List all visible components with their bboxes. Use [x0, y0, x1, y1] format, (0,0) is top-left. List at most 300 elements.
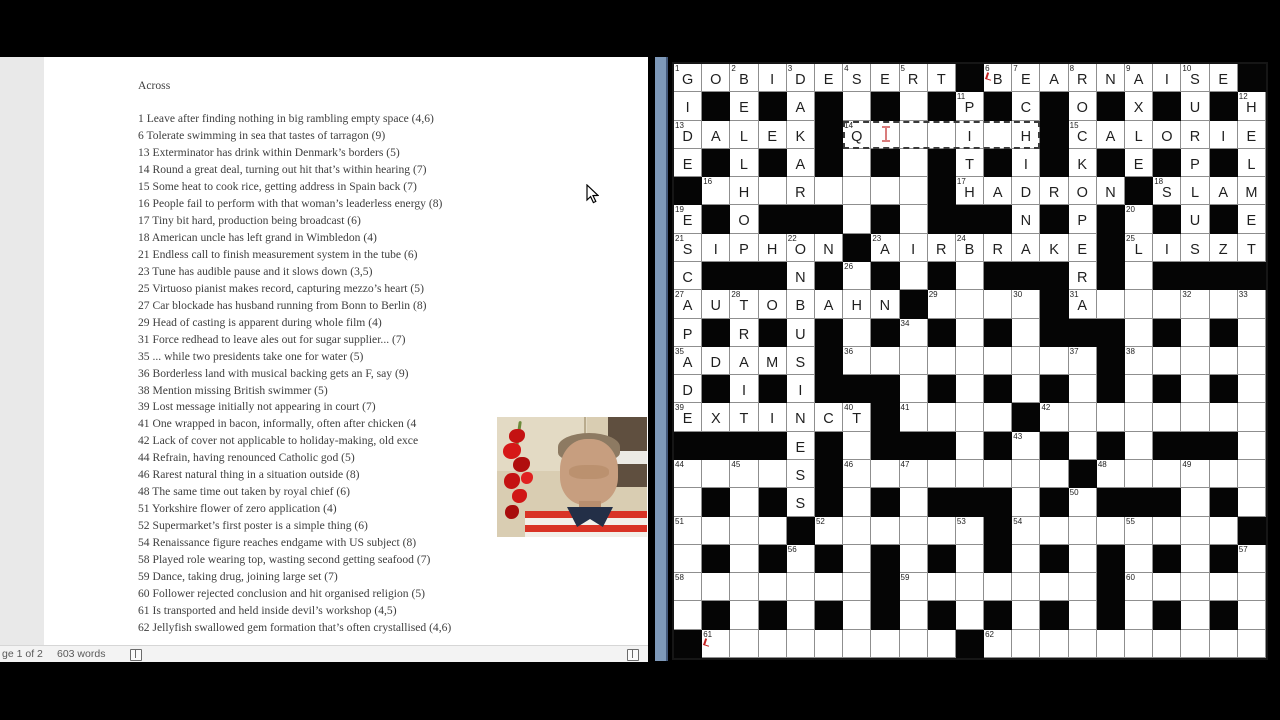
grid-cell[interactable]	[674, 601, 702, 629]
grid-cell[interactable]	[1040, 573, 1068, 601]
grid-cell[interactable]	[1210, 290, 1238, 318]
grid-cell[interactable]	[1012, 488, 1040, 516]
grid-cell[interactable]	[928, 290, 956, 318]
grid-cell[interactable]	[871, 517, 899, 545]
clue-line[interactable]: 23 Tune has audible pause and it slows down (3,5)	[138, 264, 373, 278]
grid-cell[interactable]	[1153, 630, 1181, 658]
grid-cell[interactable]	[787, 573, 815, 601]
grid-cell[interactable]	[1012, 545, 1040, 573]
grid-cell[interactable]	[815, 630, 843, 658]
grid-cell[interactable]	[730, 403, 758, 431]
grid-cell[interactable]	[1238, 488, 1266, 516]
grid-cell[interactable]	[900, 234, 928, 262]
grid-cell[interactable]	[759, 347, 787, 375]
grid-cell[interactable]	[1210, 517, 1238, 545]
grid-cell[interactable]	[1040, 630, 1068, 658]
grid-cell[interactable]	[787, 375, 815, 403]
grid-cell[interactable]	[815, 64, 843, 92]
grid-cell[interactable]	[815, 290, 843, 318]
grid-cell[interactable]	[843, 601, 871, 629]
grid-cell[interactable]	[815, 177, 843, 205]
grid-cell[interactable]	[1012, 573, 1040, 601]
grid-cell[interactable]	[1181, 375, 1209, 403]
grid-cell[interactable]	[674, 64, 702, 92]
clue-line[interactable]: 16 People fail to perform with that woman’s leaderless energy (8)	[138, 196, 443, 210]
grid-cell[interactable]	[1097, 517, 1125, 545]
grid-cell[interactable]	[1012, 460, 1040, 488]
grid-cell[interactable]	[1125, 205, 1153, 233]
grid-cell[interactable]	[843, 290, 871, 318]
grid-cell[interactable]	[1040, 177, 1068, 205]
grid-cell[interactable]	[928, 630, 956, 658]
grid-cell[interactable]	[843, 573, 871, 601]
clue-line[interactable]: 27 Car blockade has husband running from Bonn to Berlin (8)	[138, 298, 427, 312]
grid-cell[interactable]	[1097, 630, 1125, 658]
grid-cell[interactable]	[1040, 234, 1068, 262]
read-mode-book-icon[interactable]	[627, 649, 639, 661]
grid-cell[interactable]	[702, 573, 730, 601]
grid-cell[interactable]	[1210, 460, 1238, 488]
grid-cell[interactable]	[1181, 205, 1209, 233]
grid-cell[interactable]	[900, 319, 928, 347]
clue-line[interactable]: 48 The same time out taken by royal chief (6)	[138, 485, 350, 499]
grid-cell[interactable]	[1040, 64, 1068, 92]
grid-cell[interactable]	[730, 319, 758, 347]
grid-cell[interactable]	[787, 149, 815, 177]
grid-cell[interactable]	[674, 262, 702, 290]
grid-cell[interactable]	[900, 517, 928, 545]
clue-line[interactable]: 13 Exterminator has drink within Denmark’s borders (5)	[138, 145, 400, 159]
grid-cell[interactable]	[1238, 205, 1266, 233]
grid-cell[interactable]	[956, 262, 984, 290]
grid-cell[interactable]	[815, 234, 843, 262]
grid-cell[interactable]	[1210, 121, 1238, 149]
grid-cell[interactable]	[900, 630, 928, 658]
grid-cell[interactable]	[900, 149, 928, 177]
grid-cell[interactable]	[1097, 64, 1125, 92]
grid-cell[interactable]	[956, 375, 984, 403]
grid-cell[interactable]	[730, 234, 758, 262]
clue-line[interactable]: 58 Played role wearing top, wasting second getting seafood (7)	[138, 553, 431, 567]
grid-cell[interactable]	[1012, 64, 1040, 92]
grid-cell[interactable]	[1153, 290, 1181, 318]
grid-cell[interactable]	[1069, 375, 1097, 403]
proofing-book-icon[interactable]	[130, 649, 142, 661]
grid-cell[interactable]	[928, 347, 956, 375]
grid-cell[interactable]	[1181, 517, 1209, 545]
grid-cell[interactable]	[1069, 177, 1097, 205]
grid-cell[interactable]	[871, 460, 899, 488]
grid-cell[interactable]	[843, 177, 871, 205]
grid-cell[interactable]	[843, 488, 871, 516]
grid-cell[interactable]	[1097, 177, 1125, 205]
grid-cell[interactable]	[1125, 262, 1153, 290]
grid-cell[interactable]	[984, 177, 1012, 205]
grid-cell[interactable]	[956, 460, 984, 488]
grid-cell[interactable]	[1125, 64, 1153, 92]
grid-cell[interactable]	[1238, 177, 1266, 205]
grid-cell[interactable]	[843, 262, 871, 290]
grid-cell[interactable]	[984, 573, 1012, 601]
grid-cell[interactable]	[674, 347, 702, 375]
grid-cell[interactable]	[674, 460, 702, 488]
grid-cell[interactable]	[956, 403, 984, 431]
grid-cell[interactable]	[759, 403, 787, 431]
grid-cell[interactable]	[1153, 234, 1181, 262]
grid-cell[interactable]	[843, 92, 871, 120]
grid-cell[interactable]	[1069, 234, 1097, 262]
clue-line[interactable]: 62 Jellyfish swallowed gem formation that’s often crystallised (4,6)	[138, 621, 452, 635]
clue-line[interactable]: 1 Leave after finding nothing in big rambling empty space (4,6)	[138, 112, 434, 125]
grid-cell[interactable]	[1181, 177, 1209, 205]
grid-cell[interactable]	[1069, 262, 1097, 290]
grid-cell[interactable]	[1069, 149, 1097, 177]
clue-line[interactable]: 29 Head of casting is apparent during whole film (4)	[138, 315, 382, 329]
grid-cell[interactable]	[1238, 403, 1266, 431]
grid-cell[interactable]	[1210, 177, 1238, 205]
grid-cell[interactable]	[759, 177, 787, 205]
grid-cell[interactable]	[1097, 460, 1125, 488]
grid-cell[interactable]	[900, 573, 928, 601]
grid-cell[interactable]	[787, 262, 815, 290]
grid-cell[interactable]	[871, 64, 899, 92]
grid-cell[interactable]	[1210, 64, 1238, 92]
grid-cell[interactable]	[1069, 573, 1097, 601]
grid-cell[interactable]	[956, 545, 984, 573]
clue-line[interactable]: 44 Refrain, having renounced Catholic god (5)	[138, 451, 355, 465]
grid-cell[interactable]	[730, 375, 758, 403]
grid-cell[interactable]	[1125, 347, 1153, 375]
grid-cell[interactable]	[1181, 601, 1209, 629]
grid-cell[interactable]	[674, 403, 702, 431]
grid-cell[interactable]	[900, 92, 928, 120]
clue-line[interactable]: 39 Lost message initially not appearing in court (7)	[138, 400, 376, 414]
grid-cell[interactable]	[674, 488, 702, 516]
grid-cell[interactable]	[928, 517, 956, 545]
grid-cell[interactable]	[843, 205, 871, 233]
grid-cell[interactable]	[730, 290, 758, 318]
clue-line[interactable]: 61 Is transported and held inside devil’s workshop (4,5)	[138, 604, 397, 618]
grid-cell[interactable]	[1012, 92, 1040, 120]
grid-cell[interactable]	[674, 121, 702, 149]
grid-cell[interactable]	[1069, 121, 1097, 149]
grid-cell[interactable]	[956, 234, 984, 262]
grid-cell[interactable]	[759, 573, 787, 601]
grid-cell[interactable]	[1012, 517, 1040, 545]
page-count-label[interactable]: ge 1 of 2	[2, 648, 43, 660]
grid-cell[interactable]	[1012, 234, 1040, 262]
grid-cell[interactable]	[1125, 545, 1153, 573]
grid-cell[interactable]	[1181, 92, 1209, 120]
grid-cell[interactable]	[843, 403, 871, 431]
grid-cell[interactable]	[900, 488, 928, 516]
grid-cell[interactable]	[1181, 319, 1209, 347]
grid-cell[interactable]	[843, 64, 871, 92]
grid-cell[interactable]	[1125, 92, 1153, 120]
grid-cell[interactable]	[1238, 290, 1266, 318]
grid-cell[interactable]	[900, 601, 928, 629]
grid-cell[interactable]	[984, 290, 1012, 318]
grid-cell[interactable]	[1125, 517, 1153, 545]
grid-cell[interactable]	[674, 517, 702, 545]
grid-cell[interactable]	[759, 64, 787, 92]
grid-cell[interactable]	[1210, 630, 1238, 658]
clue-line[interactable]: 15 Some heat to cook rice, getting address in Spain back (7)	[138, 179, 417, 193]
grid-cell[interactable]	[787, 121, 815, 149]
grid-cell[interactable]	[871, 630, 899, 658]
grid-cell[interactable]	[956, 290, 984, 318]
document-page[interactable]	[44, 57, 648, 645]
grid-cell[interactable]	[900, 545, 928, 573]
grid-cell[interactable]	[956, 319, 984, 347]
grid-cell[interactable]	[843, 517, 871, 545]
grid-cell[interactable]	[956, 177, 984, 205]
grid-cell[interactable]	[674, 149, 702, 177]
clue-line[interactable]: 38 Mention missing British swimmer (5)	[138, 383, 328, 397]
grid-cell[interactable]	[1181, 460, 1209, 488]
grid-cell[interactable]	[1238, 630, 1266, 658]
grid-cell[interactable]	[871, 234, 899, 262]
grid-cell[interactable]	[984, 630, 1012, 658]
grid-cell[interactable]	[1210, 347, 1238, 375]
clue-line[interactable]: 59 Dance, taking drug, joining large set (7)	[138, 570, 338, 584]
grid-cell[interactable]	[730, 545, 758, 573]
grid-cell[interactable]	[730, 92, 758, 120]
grid-cell[interactable]	[1238, 347, 1266, 375]
word-count-label[interactable]: 603 words	[57, 648, 106, 660]
scrollbar[interactable]	[655, 57, 668, 661]
grid-cell[interactable]	[787, 488, 815, 516]
grid-cell[interactable]	[900, 205, 928, 233]
clue-line[interactable]: 17 Tiny bit hard, production being broadcast (6)	[138, 213, 361, 227]
grid-cell[interactable]	[1012, 205, 1040, 233]
grid-cell[interactable]	[1097, 290, 1125, 318]
grid-cell[interactable]	[787, 601, 815, 629]
clue-line[interactable]: 42 Lack of cover not applicable to holiday-making, old exce	[138, 434, 419, 448]
grid-cell[interactable]	[1097, 403, 1125, 431]
grid-cell[interactable]	[702, 460, 730, 488]
grid-cell[interactable]	[1069, 488, 1097, 516]
grid-cell[interactable]	[1069, 290, 1097, 318]
grid-cell[interactable]	[1012, 347, 1040, 375]
grid-cell[interactable]	[871, 177, 899, 205]
grid-cell[interactable]	[1012, 149, 1040, 177]
grid-cell[interactable]	[1040, 517, 1068, 545]
grid-cell[interactable]	[1012, 375, 1040, 403]
grid-cell[interactable]	[1040, 403, 1068, 431]
grid-cell[interactable]	[900, 64, 928, 92]
grid-cell[interactable]	[1153, 64, 1181, 92]
grid-cell[interactable]	[1153, 517, 1181, 545]
grid-cell[interactable]	[900, 375, 928, 403]
grid-cell[interactable]	[843, 149, 871, 177]
grid-cell[interactable]	[1210, 403, 1238, 431]
grid-cell[interactable]	[1181, 121, 1209, 149]
grid-cell[interactable]	[956, 347, 984, 375]
grid-cell[interactable]	[1238, 460, 1266, 488]
grid-cell[interactable]	[1210, 234, 1238, 262]
clue-line[interactable]: 18 American uncle has left grand in Wimbledon (4)	[138, 230, 377, 244]
grid-cell[interactable]	[730, 64, 758, 92]
grid-cell[interactable]	[787, 64, 815, 92]
grid-cell[interactable]	[1069, 205, 1097, 233]
grid-cell[interactable]	[1125, 234, 1153, 262]
grid-cell[interactable]	[787, 319, 815, 347]
grid-cell[interactable]	[674, 205, 702, 233]
grid-cell[interactable]	[674, 234, 702, 262]
grid-cell[interactable]	[1238, 432, 1266, 460]
grid-cell[interactable]	[1153, 347, 1181, 375]
grid-cell[interactable]	[843, 347, 871, 375]
grid-cell[interactable]	[1125, 601, 1153, 629]
grid-cell[interactable]	[1210, 573, 1238, 601]
grid-cell[interactable]	[1125, 460, 1153, 488]
grid-cell[interactable]	[759, 460, 787, 488]
grid-cell[interactable]	[871, 290, 899, 318]
grid-cell[interactable]	[702, 177, 730, 205]
grid-cell[interactable]	[1238, 545, 1266, 573]
grid-cell[interactable]	[1181, 573, 1209, 601]
grid-cell[interactable]	[674, 319, 702, 347]
grid-cell[interactable]	[730, 177, 758, 205]
grid-cell[interactable]	[984, 347, 1012, 375]
grid-cell[interactable]	[1153, 460, 1181, 488]
grid-cell[interactable]	[900, 460, 928, 488]
grid-cell[interactable]	[984, 403, 1012, 431]
grid-cell[interactable]	[674, 375, 702, 403]
grid-cell[interactable]	[984, 460, 1012, 488]
grid-cell[interactable]	[1153, 403, 1181, 431]
grid-cell[interactable]	[1069, 545, 1097, 573]
grid-cell[interactable]	[787, 177, 815, 205]
grid-cell[interactable]	[730, 460, 758, 488]
grid-cell[interactable]	[1181, 545, 1209, 573]
grid-cell[interactable]	[928, 234, 956, 262]
grid-cell[interactable]	[1069, 92, 1097, 120]
grid-cell[interactable]	[843, 545, 871, 573]
grid-cell[interactable]	[1238, 319, 1266, 347]
grid-cell[interactable]	[674, 290, 702, 318]
grid-cell[interactable]	[1238, 601, 1266, 629]
grid-cell[interactable]	[871, 347, 899, 375]
grid-cell[interactable]	[759, 234, 787, 262]
grid-cell[interactable]	[702, 347, 730, 375]
grid-cell[interactable]	[900, 347, 928, 375]
grid-cell[interactable]	[1069, 432, 1097, 460]
grid-cell[interactable]	[984, 234, 1012, 262]
clue-line[interactable]: 14 Round a great deal, turning out hit that’s within hearing (7)	[138, 162, 427, 176]
grid-cell[interactable]	[702, 234, 730, 262]
clue-line[interactable]: 46 Rarest natural thing in a situation outside (8)	[138, 468, 360, 482]
grid-cell[interactable]	[1012, 290, 1040, 318]
grid-cell[interactable]	[1125, 630, 1153, 658]
grid-cell[interactable]	[730, 205, 758, 233]
grid-cell[interactable]	[787, 290, 815, 318]
grid-cell[interactable]	[787, 460, 815, 488]
clue-line[interactable]: 21 Endless call to finish measurement system in the tube (6)	[138, 247, 418, 261]
grid-cell[interactable]	[1125, 375, 1153, 403]
grid-cell[interactable]	[730, 517, 758, 545]
grid-cell[interactable]	[928, 64, 956, 92]
clue-line[interactable]: 6 Tolerate swimming in sea that tastes of tarragon (9)	[138, 128, 386, 142]
grid-cell[interactable]	[815, 517, 843, 545]
grid-cell[interactable]	[1238, 149, 1266, 177]
grid-cell[interactable]	[1012, 432, 1040, 460]
grid-cell[interactable]	[1181, 234, 1209, 262]
clue-line[interactable]: 41 One wrapped in bacon, informally, often after chicken (4	[138, 417, 417, 431]
grid-cell[interactable]	[1153, 177, 1181, 205]
clue-line[interactable]: 52 Supermarket’s first poster is a simple thing (6)	[138, 519, 368, 533]
grid-cell[interactable]	[900, 177, 928, 205]
grid-cell[interactable]	[1238, 234, 1266, 262]
clue-line[interactable]: 54 Renaissance figure reaches endgame with US subject (8)	[138, 536, 417, 550]
grid-cell[interactable]	[1181, 64, 1209, 92]
grid-cell[interactable]	[1238, 121, 1266, 149]
grid-cell[interactable]	[759, 290, 787, 318]
grid-cell[interactable]	[1181, 290, 1209, 318]
grid-cell[interactable]	[702, 64, 730, 92]
grid-cell[interactable]	[1238, 573, 1266, 601]
grid-cell[interactable]	[674, 545, 702, 573]
grid-cell[interactable]	[900, 403, 928, 431]
grid-cell[interactable]	[1238, 375, 1266, 403]
grid-cell[interactable]	[1125, 149, 1153, 177]
grid-cell[interactable]	[730, 601, 758, 629]
grid-cell[interactable]	[1181, 347, 1209, 375]
grid-cell[interactable]	[787, 630, 815, 658]
grid-cell[interactable]	[702, 630, 730, 658]
grid-cell[interactable]	[1153, 121, 1181, 149]
clue-line[interactable]: 51 Yorkshire flower of zero application (4)	[138, 502, 337, 516]
grid-cell[interactable]	[730, 630, 758, 658]
grid-cell[interactable]	[1012, 601, 1040, 629]
grid-cell[interactable]	[759, 121, 787, 149]
grid-cell[interactable]	[1125, 319, 1153, 347]
grid-cell[interactable]	[702, 517, 730, 545]
grid-cell[interactable]	[984, 64, 1012, 92]
grid-cell[interactable]	[928, 403, 956, 431]
grid-cell[interactable]	[787, 234, 815, 262]
grid-cell[interactable]	[1153, 573, 1181, 601]
grid-cell[interactable]	[956, 601, 984, 629]
grid-cell[interactable]	[787, 403, 815, 431]
grid-cell[interactable]	[843, 630, 871, 658]
grid-cell[interactable]	[1125, 290, 1153, 318]
grid-cell[interactable]	[787, 347, 815, 375]
grid-cell[interactable]	[1012, 630, 1040, 658]
grid-cell[interactable]	[1069, 601, 1097, 629]
grid-cell[interactable]	[1040, 347, 1068, 375]
grid-cell[interactable]	[1181, 630, 1209, 658]
grid-cell[interactable]	[1069, 517, 1097, 545]
grid-cell[interactable]	[928, 573, 956, 601]
grid-cell[interactable]	[1181, 488, 1209, 516]
grid-cell[interactable]	[956, 573, 984, 601]
grid-cell[interactable]	[702, 121, 730, 149]
grid-cell[interactable]	[1012, 319, 1040, 347]
grid-cell[interactable]	[730, 488, 758, 516]
grid-cell[interactable]	[1040, 460, 1068, 488]
grid-cell[interactable]	[1125, 403, 1153, 431]
grid-cell[interactable]	[956, 92, 984, 120]
grid-cell[interactable]	[1181, 149, 1209, 177]
grid-cell[interactable]	[730, 347, 758, 375]
grid-cell[interactable]	[956, 517, 984, 545]
grid-cell[interactable]	[1069, 64, 1097, 92]
grid-cell[interactable]	[730, 149, 758, 177]
grid-cell[interactable]	[702, 403, 730, 431]
grid-cell[interactable]	[787, 545, 815, 573]
